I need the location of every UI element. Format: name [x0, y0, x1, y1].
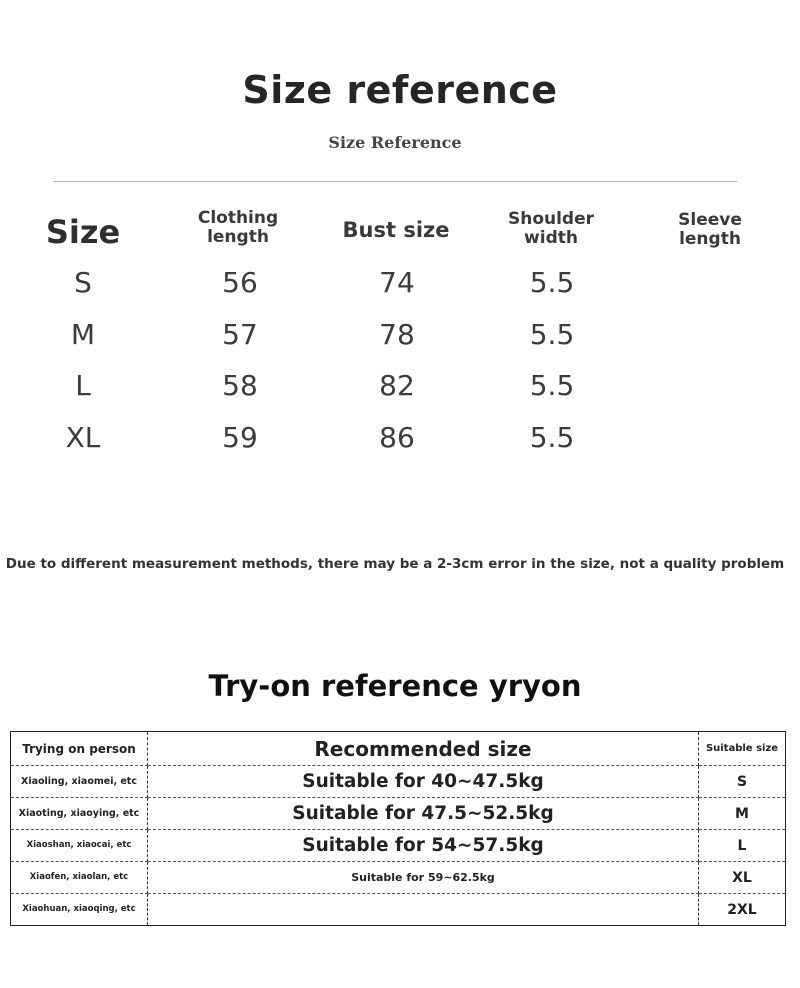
bust-cell: 86	[379, 421, 415, 454]
recommended-cell: Suitable for 47.5~52.5kg	[148, 798, 699, 830]
recommended-cell	[148, 894, 699, 926]
size-cell: M	[70, 318, 96, 351]
person-cell: Xiaofen, xiaolan, etc	[11, 862, 148, 894]
tryon-title: Try-on reference yryon	[208, 669, 582, 703]
size-cell: L	[699, 830, 786, 862]
col-header-sleeve-length: Sleeve length	[678, 210, 742, 249]
shoulder-cell: 5.5	[529, 266, 575, 299]
length-cell: 56	[222, 266, 258, 299]
bust-cell: 74	[379, 266, 415, 299]
table-row	[11, 862, 786, 894]
recommended-cell: Suitable for 40~47.5kg	[148, 766, 699, 798]
recommended-cell: Suitable for 54~57.5kg	[148, 830, 699, 862]
length-cell: 57	[222, 318, 258, 351]
shoulder-cell: 5.5	[529, 369, 575, 402]
shoulder-cell: 5.5	[529, 318, 575, 351]
col-header-clothing-length: Clothing length	[197, 208, 279, 247]
col-header-shoulder-width: Shoulder width	[507, 209, 595, 248]
size-cell: L	[75, 369, 91, 402]
person-cell: Xiaohuan, xiaoqing, etc	[11, 894, 148, 926]
length-cell: 58	[222, 369, 258, 402]
length-cell: 59	[222, 421, 258, 454]
table-row	[11, 798, 786, 830]
size-cell: S	[699, 766, 786, 798]
header-trying-on-person: Trying on person	[11, 732, 148, 766]
header-recommended-size: Recommended size	[148, 732, 699, 766]
person-cell: Xiaoling, xiaomei, etc	[11, 766, 148, 798]
size-cell: S	[74, 266, 92, 299]
person-cell: Xiaoshan, xiaocai, etc	[11, 830, 148, 862]
recommended-cell: Suitable for 59~62.5kg	[148, 862, 699, 894]
divider	[53, 181, 737, 182]
page-subtitle: Size Reference	[328, 133, 462, 152]
table-row	[11, 894, 786, 926]
col-header-bust-size: Bust size	[342, 218, 450, 242]
tryon-header-row	[11, 732, 786, 766]
measurement-note: Due to different measurement methods, there may be a 2-3cm error in the size, not a quality problem	[5, 556, 785, 572]
size-cell: M	[699, 798, 786, 830]
col-header-size: Size	[45, 213, 121, 251]
shoulder-cell: 5.5	[529, 421, 575, 454]
person-cell: Xiaoting, xiaoying, etc	[11, 798, 148, 830]
page-title: Size reference	[242, 68, 558, 112]
bust-cell: 78	[379, 318, 415, 351]
table-row	[11, 766, 786, 798]
table-row	[11, 830, 786, 862]
size-cell: XL	[65, 421, 101, 454]
bust-cell: 82	[379, 369, 415, 402]
header-suitable-size: Suitable size	[699, 732, 786, 766]
size-cell: 2XL	[699, 894, 786, 926]
tryon-table	[10, 731, 786, 926]
size-cell: XL	[699, 862, 786, 894]
